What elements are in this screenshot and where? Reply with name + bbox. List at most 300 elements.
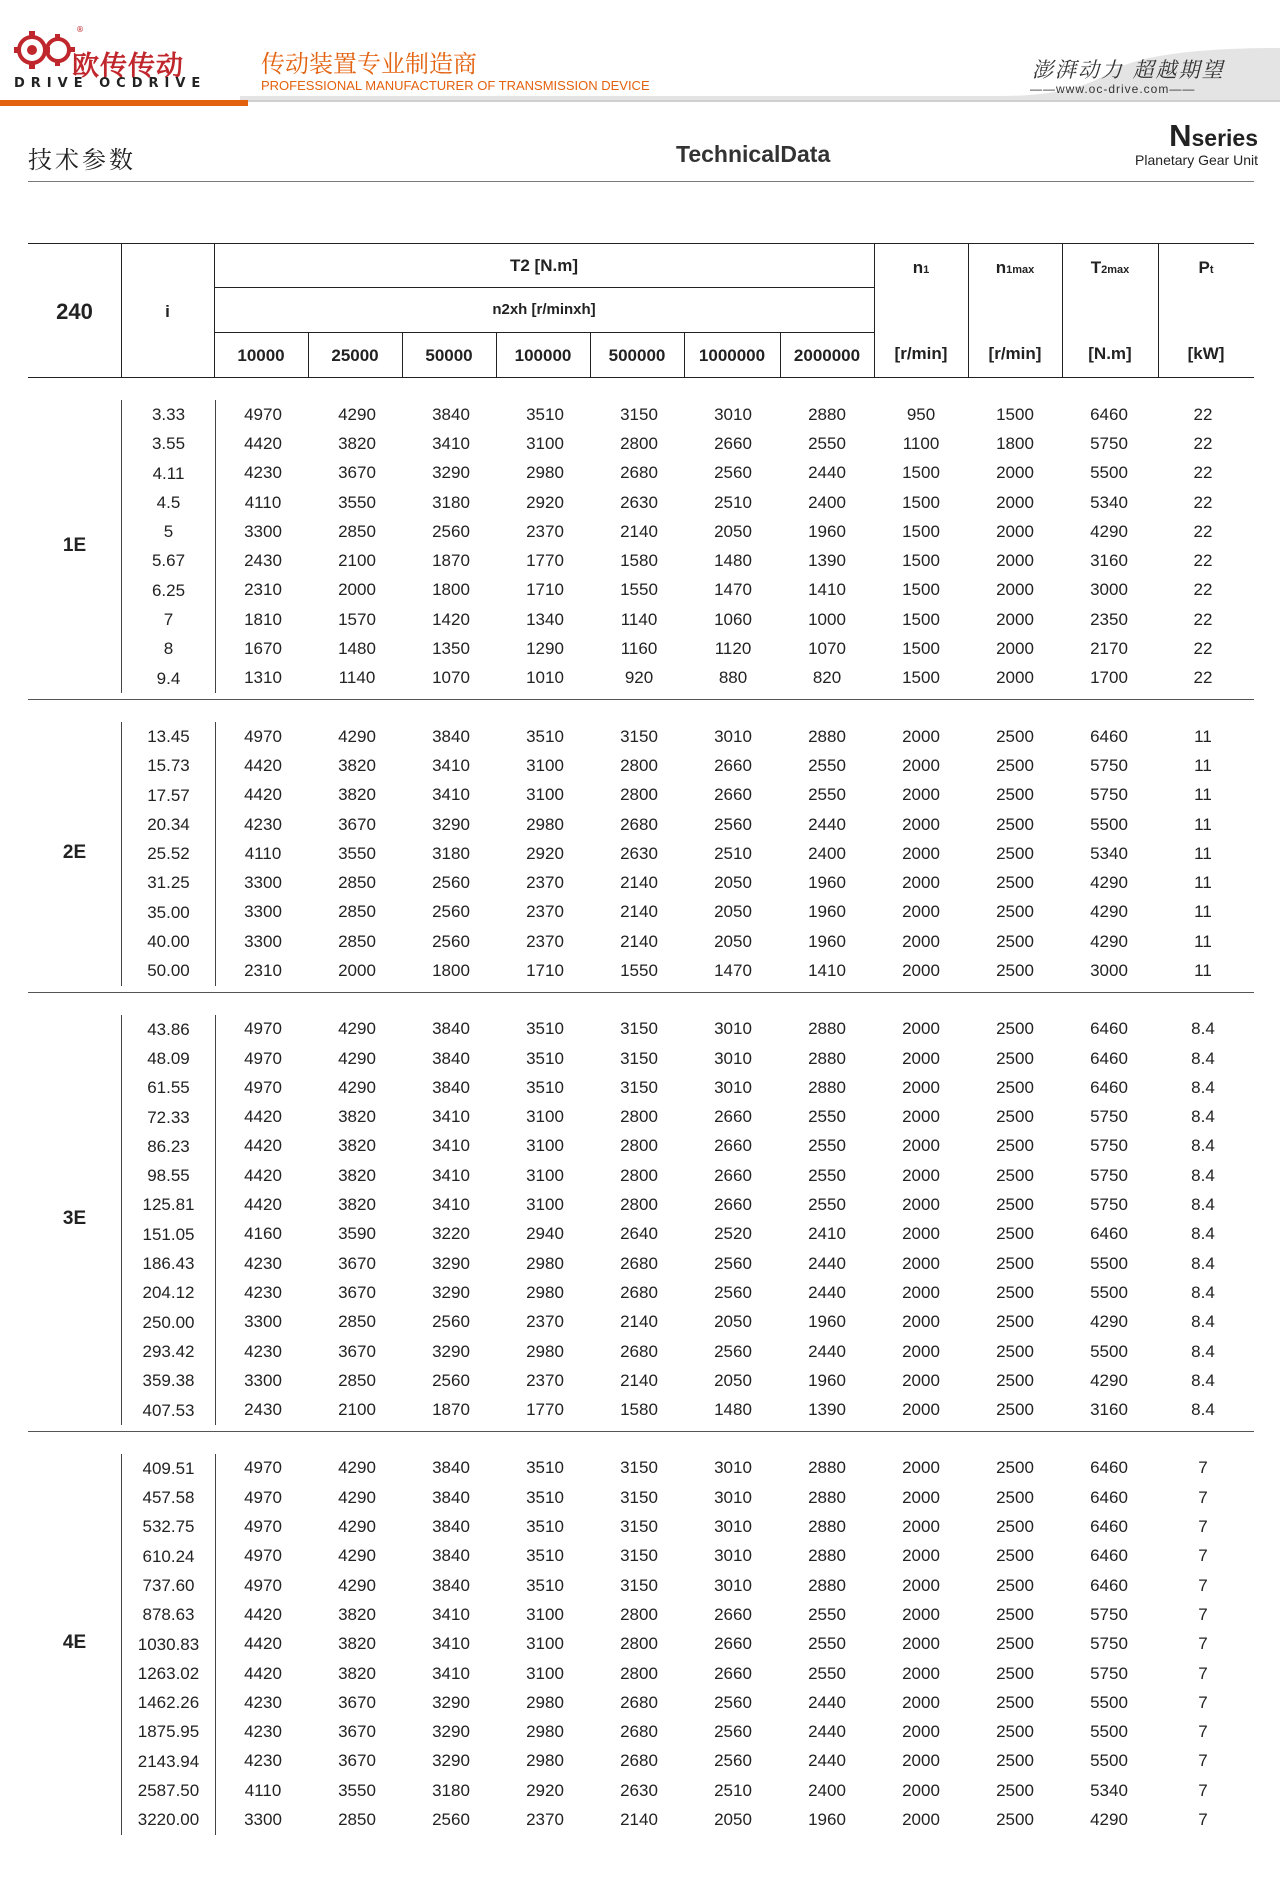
value-cell: 2440 xyxy=(808,1751,846,1771)
value-cell: 3150 xyxy=(620,1575,658,1595)
value-cell: 2560 xyxy=(714,1751,752,1771)
value-cell: 2000 xyxy=(902,1634,940,1654)
value-cell: 2000 xyxy=(996,609,1034,629)
value-cell: 5340 xyxy=(1090,843,1128,863)
value-cell: 3840 xyxy=(432,1517,470,1537)
value-cell: 3150 xyxy=(620,1458,658,1478)
value-cell: 4160 xyxy=(244,1224,282,1244)
value-cell: 4970 xyxy=(244,1458,282,1478)
value-cell: 2630 xyxy=(620,492,658,512)
value-cell: 2000 xyxy=(902,1048,940,1068)
value-cell: 3840 xyxy=(432,1487,470,1507)
value-cell: 4970 xyxy=(244,1048,282,1068)
value-cell: 1160 xyxy=(620,639,658,659)
value-cell: 1480 xyxy=(714,551,752,571)
value-cell: 4290 xyxy=(338,1048,376,1068)
value-cell: 2880 xyxy=(808,1458,846,1478)
ratio-cell: 359.38 xyxy=(122,1366,216,1395)
value-cell: 5750 xyxy=(1090,1634,1128,1654)
value-cell: 3820 xyxy=(338,1195,376,1215)
value-cell: 3840 xyxy=(432,404,470,424)
value-cell: 2550 xyxy=(808,1195,846,1215)
value-cell: 4420 xyxy=(244,1663,282,1683)
value-cell: 2410 xyxy=(808,1224,846,1244)
value-cell: 2550 xyxy=(808,1165,846,1185)
value-cell: 3840 xyxy=(432,1458,470,1478)
value-cell: 2680 xyxy=(620,1751,658,1771)
table-row xyxy=(122,839,1254,868)
value-cell: 3410 xyxy=(432,1136,470,1156)
value-cell: 2500 xyxy=(996,1312,1034,1332)
value-cell: 2000 xyxy=(902,1107,940,1127)
value-cell: 3290 xyxy=(432,1722,470,1742)
value-cell: 3410 xyxy=(432,1165,470,1185)
value-cell: 2880 xyxy=(808,1077,846,1097)
ratio-cell: 15.73 xyxy=(122,751,216,780)
slogan: 澎湃动力 超越期望 xyxy=(1032,58,1225,82)
value-cell: 1800 xyxy=(996,433,1034,453)
value-cell: 2140 xyxy=(620,521,658,541)
stage-group-4e xyxy=(28,1432,1254,1841)
value-cell: 1070 xyxy=(432,668,470,688)
value-cell: 1960 xyxy=(808,873,846,893)
value-cell: 3010 xyxy=(714,1077,752,1097)
value-cell: 1290 xyxy=(526,639,564,659)
value-cell: 1960 xyxy=(808,931,846,951)
value-cell: 2920 xyxy=(526,843,564,863)
value-cell: 3290 xyxy=(432,814,470,834)
value-cell: 4290 xyxy=(338,1458,376,1478)
value-cell: 2440 xyxy=(808,1722,846,1742)
value-cell: 11 xyxy=(1194,873,1212,893)
value-cell: 11 xyxy=(1194,843,1212,863)
value-cell: 7 xyxy=(1198,1751,1208,1771)
ratio-cell: 4.5 xyxy=(122,488,216,517)
value-cell: 2940 xyxy=(526,1224,564,1244)
value-cell: 3150 xyxy=(620,404,658,424)
value-cell: 3670 xyxy=(338,1253,376,1273)
value-cell: 2400 xyxy=(808,1780,846,1800)
table-row xyxy=(122,1278,1254,1307)
value-cell: 3820 xyxy=(338,1107,376,1127)
value-cell: 4230 xyxy=(244,1341,282,1361)
value-cell: 3100 xyxy=(526,1195,564,1215)
value-cell: 11 xyxy=(1194,902,1212,922)
value-cell: 6460 xyxy=(1090,1517,1128,1537)
value-cell: 3300 xyxy=(244,1312,282,1332)
table-row xyxy=(122,1571,1254,1600)
value-cell: 3670 xyxy=(338,1722,376,1742)
value-cell: 2170 xyxy=(1090,639,1128,659)
table-row xyxy=(122,1220,1254,1249)
table-row xyxy=(122,781,1254,810)
value-cell: 2560 xyxy=(432,1810,470,1829)
value-cell: 8.4 xyxy=(1191,1341,1215,1361)
value-cell: 1480 xyxy=(714,1400,752,1420)
value-cell: 2980 xyxy=(526,463,564,483)
value-cell: 1500 xyxy=(902,492,940,512)
value-cell: 2880 xyxy=(808,1019,846,1039)
value-cell: 2140 xyxy=(620,1810,658,1829)
ratio-cell: 1462.26 xyxy=(122,1688,216,1717)
value-cell: 2800 xyxy=(620,1136,658,1156)
value-cell: 2000 xyxy=(996,580,1034,600)
value-cell: 2000 xyxy=(902,755,940,775)
value-cell: 2550 xyxy=(808,1634,846,1654)
ratio-cell: 737.60 xyxy=(122,1571,216,1600)
n2xh-col-6: 1000000 xyxy=(698,346,766,365)
value-cell: 3410 xyxy=(432,1634,470,1654)
ratio-cell: 13.45 xyxy=(122,722,216,751)
website-link[interactable]: ——www.oc-drive.com—— xyxy=(1030,82,1196,96)
table-row xyxy=(122,1396,1254,1425)
value-cell: 2500 xyxy=(996,1400,1034,1420)
value-cell: 4110 xyxy=(244,492,282,512)
ratio-cell: 610.24 xyxy=(122,1542,216,1571)
value-cell: 2500 xyxy=(996,1048,1034,1068)
value-cell: 4290 xyxy=(338,1546,376,1566)
value-cell: 3510 xyxy=(526,1517,564,1537)
value-cell: 3410 xyxy=(432,433,470,453)
value-cell: 2000 xyxy=(902,1722,940,1742)
value-cell: 7 xyxy=(1198,1780,1208,1800)
value-cell: 2680 xyxy=(620,1253,658,1273)
value-cell: 1960 xyxy=(808,1312,846,1332)
value-cell: 2050 xyxy=(714,1312,752,1332)
value-cell: 4970 xyxy=(244,1517,282,1537)
table-row xyxy=(122,1073,1254,1102)
value-cell: 4970 xyxy=(244,1575,282,1595)
value-cell: 2560 xyxy=(714,1282,752,1302)
value-cell: 4970 xyxy=(244,1077,282,1097)
value-cell: 2510 xyxy=(714,843,752,863)
n2xh-col-3: 50000 xyxy=(425,346,473,365)
value-cell: 2560 xyxy=(714,463,752,483)
ratio-cell: 4.11 xyxy=(122,459,216,488)
ratio-cell: 17.57 xyxy=(122,781,216,810)
value-cell: 2000 xyxy=(902,1077,940,1097)
value-cell: 2560 xyxy=(714,1722,752,1742)
value-cell: 2550 xyxy=(808,1604,846,1624)
ratio-cell: 3.55 xyxy=(122,429,216,458)
value-cell: 2500 xyxy=(996,1195,1034,1215)
value-cell: 4970 xyxy=(244,1487,282,1507)
value-cell: 2000 xyxy=(902,931,940,951)
value-cell: 1390 xyxy=(808,1400,846,1420)
value-cell: 2800 xyxy=(620,785,658,805)
value-cell: 2000 xyxy=(902,960,940,980)
value-cell: 2510 xyxy=(714,1780,752,1800)
value-cell: 4290 xyxy=(1090,902,1128,922)
value-cell: 22 xyxy=(1193,551,1213,571)
value-cell: 5750 xyxy=(1090,755,1128,775)
value-cell: 2560 xyxy=(432,931,470,951)
value-cell: 5340 xyxy=(1090,492,1128,512)
value-cell: 2680 xyxy=(620,814,658,834)
value-cell: 2050 xyxy=(714,1370,752,1390)
value-cell: 3180 xyxy=(432,843,470,863)
value-cell: 4420 xyxy=(244,1165,282,1185)
value-cell: 1700 xyxy=(1090,668,1128,688)
value-cell: 11 xyxy=(1194,726,1212,746)
value-cell: 3410 xyxy=(432,1195,470,1215)
value-cell: 2800 xyxy=(620,1604,658,1624)
ratio-cell: 43.86 xyxy=(122,1015,216,1044)
value-cell: 2430 xyxy=(244,551,282,571)
table-row xyxy=(122,1805,1254,1834)
value-cell: 1580 xyxy=(620,551,658,571)
value-cell: 2500 xyxy=(996,1722,1034,1742)
ratio-cell: 878.63 xyxy=(122,1600,216,1629)
value-cell: 1140 xyxy=(620,609,658,629)
value-cell: 6460 xyxy=(1090,1546,1128,1566)
t2max-header: T2max xyxy=(1090,258,1130,277)
t2max-unit: [N.m] xyxy=(1088,344,1132,363)
value-cell: 1500 xyxy=(902,668,940,688)
table-row xyxy=(122,898,1254,927)
value-cell: 22 xyxy=(1193,492,1213,512)
value-cell: 2310 xyxy=(244,960,282,980)
value-cell: 3820 xyxy=(338,1663,376,1683)
value-cell: 3820 xyxy=(338,785,376,805)
value-cell: 3010 xyxy=(714,1048,752,1068)
value-cell: 7 xyxy=(1198,1634,1208,1654)
value-cell: 6460 xyxy=(1090,1048,1128,1068)
value-cell: 2050 xyxy=(714,931,752,951)
value-cell: 2500 xyxy=(996,1810,1034,1829)
value-cell: 4420 xyxy=(244,1634,282,1654)
value-cell: 2050 xyxy=(714,521,752,541)
table-row xyxy=(122,1366,1254,1395)
value-cell: 2550 xyxy=(808,1107,846,1127)
value-cell: 2000 xyxy=(902,1810,940,1829)
value-cell: 2000 xyxy=(902,1282,940,1302)
t2-header: T2 [N.m] xyxy=(510,256,578,275)
value-cell: 2850 xyxy=(338,1312,376,1332)
value-cell: 2500 xyxy=(996,960,1034,980)
value-cell: 3300 xyxy=(244,1810,282,1829)
value-cell: 8.4 xyxy=(1191,1282,1215,1302)
value-cell: 3150 xyxy=(620,1546,658,1566)
value-cell: 1500 xyxy=(902,463,940,483)
value-cell: 3100 xyxy=(526,1107,564,1127)
value-cell: 2140 xyxy=(620,931,658,951)
value-cell: 2440 xyxy=(808,463,846,483)
value-cell: 5500 xyxy=(1090,1751,1128,1771)
table-row xyxy=(122,956,1254,985)
table-row xyxy=(122,400,1254,429)
value-cell: 2850 xyxy=(338,931,376,951)
value-cell: 2660 xyxy=(714,1195,752,1215)
value-cell: 1310 xyxy=(244,668,282,688)
value-cell: 1710 xyxy=(526,580,564,600)
value-cell: 2440 xyxy=(808,814,846,834)
n1-unit: [r/min] xyxy=(894,344,948,363)
value-cell: 4290 xyxy=(338,1019,376,1039)
value-cell: 3220 xyxy=(432,1224,470,1244)
value-cell: 4290 xyxy=(1090,521,1128,541)
value-cell: 5750 xyxy=(1090,1604,1128,1624)
ratio-cell: 20.34 xyxy=(122,810,216,839)
value-cell: 3100 xyxy=(526,1604,564,1624)
value-cell: 4420 xyxy=(244,785,282,805)
ratio-cell: 61.55 xyxy=(122,1073,216,1102)
value-cell: 1350 xyxy=(432,639,470,659)
tagline-en: PROFESSIONAL MANUFACTURER OF TRANSMISSION DEVICE xyxy=(261,78,650,93)
value-cell: 1960 xyxy=(808,1370,846,1390)
value-cell: 3000 xyxy=(1090,960,1128,980)
value-cell: 1550 xyxy=(620,580,658,600)
value-cell: 2370 xyxy=(526,521,564,541)
value-cell: 22 xyxy=(1193,609,1213,629)
table-row xyxy=(122,605,1254,634)
value-cell: 3100 xyxy=(526,433,564,453)
ratio-cell: 125.81 xyxy=(122,1190,216,1219)
value-cell: 2050 xyxy=(714,873,752,893)
value-cell: 22 xyxy=(1193,580,1213,600)
value-cell: 4290 xyxy=(338,1077,376,1097)
value-cell: 1810 xyxy=(244,609,282,629)
ratio-cell: 1263.02 xyxy=(122,1659,216,1688)
value-cell: 11 xyxy=(1194,931,1212,951)
value-cell: 3510 xyxy=(526,1546,564,1566)
value-cell: 5500 xyxy=(1090,1722,1128,1742)
value-cell: 2000 xyxy=(902,1575,940,1595)
value-cell: 2920 xyxy=(526,492,564,512)
value-cell: 7 xyxy=(1198,1604,1208,1624)
value-cell: 3840 xyxy=(432,1019,470,1039)
table-row xyxy=(122,1190,1254,1219)
ratio-cell: 407.53 xyxy=(122,1396,216,1425)
value-cell: 11 xyxy=(1194,960,1212,980)
table-row xyxy=(122,1161,1254,1190)
value-cell: 4420 xyxy=(244,1195,282,1215)
value-cell: 2500 xyxy=(996,1019,1034,1039)
table-row xyxy=(122,546,1254,575)
ratio-cell: 35.00 xyxy=(122,898,216,927)
value-cell: 2370 xyxy=(526,1810,564,1829)
value-cell: 3510 xyxy=(526,1487,564,1507)
value-cell: 2500 xyxy=(996,1604,1034,1624)
value-cell: 4290 xyxy=(338,1487,376,1507)
table-row xyxy=(122,1512,1254,1541)
value-cell: 2660 xyxy=(714,1107,752,1127)
table-row xyxy=(122,1132,1254,1161)
table-body xyxy=(28,378,1254,1841)
value-cell: 2000 xyxy=(902,1019,940,1039)
ratio-cell: 9.4 xyxy=(122,664,216,693)
title-divider xyxy=(28,181,1254,182)
value-cell: 1960 xyxy=(808,521,846,541)
value-cell: 5750 xyxy=(1090,433,1128,453)
value-cell: 2560 xyxy=(432,1370,470,1390)
value-cell: 2050 xyxy=(714,1810,752,1829)
value-cell: 3670 xyxy=(338,1692,376,1712)
value-cell: 2000 xyxy=(902,1604,940,1624)
value-cell: 4970 xyxy=(244,1546,282,1566)
value-cell: 4420 xyxy=(244,1604,282,1624)
value-cell: 2880 xyxy=(808,1048,846,1068)
ratio-cell: 250.00 xyxy=(122,1308,216,1337)
value-cell: 3510 xyxy=(526,1458,564,1478)
value-cell: 4970 xyxy=(244,1019,282,1039)
value-cell: 8.4 xyxy=(1191,1048,1215,1068)
ratio-cell: 3220.00 xyxy=(122,1805,216,1834)
table-row xyxy=(122,1542,1254,1571)
table-row xyxy=(122,1717,1254,1746)
value-cell: 5750 xyxy=(1090,1107,1128,1127)
value-cell: 6460 xyxy=(1090,1019,1128,1039)
value-cell: 1140 xyxy=(338,668,376,688)
value-cell: 3300 xyxy=(244,902,282,922)
value-cell: 2560 xyxy=(432,873,470,893)
value-cell: 6460 xyxy=(1090,1487,1128,1507)
value-cell: 3820 xyxy=(338,1165,376,1185)
value-cell: 2660 xyxy=(714,1604,752,1624)
value-cell: 1960 xyxy=(808,1810,846,1829)
value-cell: 2850 xyxy=(338,521,376,541)
value-cell: 3010 xyxy=(714,1575,752,1595)
value-cell: 8.4 xyxy=(1191,1019,1215,1039)
n2xh-col-2: 25000 xyxy=(331,346,379,365)
value-cell: 2680 xyxy=(620,463,658,483)
value-cell: 7 xyxy=(1198,1517,1208,1537)
value-cell: 5340 xyxy=(1090,1780,1128,1800)
value-cell: 2140 xyxy=(620,1370,658,1390)
value-cell: 4230 xyxy=(244,1282,282,1302)
value-cell: 2500 xyxy=(996,1458,1034,1478)
value-cell: 1500 xyxy=(902,521,940,541)
n2xh-header: n2xh [r/minxh] xyxy=(492,301,596,318)
value-cell: 8.4 xyxy=(1191,1400,1215,1420)
value-cell: 2850 xyxy=(338,1810,376,1829)
value-cell: 2500 xyxy=(996,1751,1034,1771)
value-cell: 3010 xyxy=(714,726,752,746)
table-row xyxy=(122,1483,1254,1512)
value-cell: 2400 xyxy=(808,843,846,863)
value-cell: 3150 xyxy=(620,1048,658,1068)
value-cell: 2440 xyxy=(808,1692,846,1712)
value-cell: 2800 xyxy=(620,1195,658,1215)
value-cell: 1580 xyxy=(620,1400,658,1420)
value-cell: 2000 xyxy=(902,726,940,746)
value-cell: 1770 xyxy=(526,551,564,571)
value-cell: 2440 xyxy=(808,1282,846,1302)
ratio-cell: 8 xyxy=(122,634,216,663)
stage-label: 3E xyxy=(62,1207,87,1229)
n2xh-col-7: 2000000 xyxy=(793,346,861,365)
value-cell: 2500 xyxy=(996,726,1034,746)
value-cell: 4230 xyxy=(244,1751,282,1771)
pt-unit: [kW] xyxy=(1187,344,1225,363)
value-cell: 3590 xyxy=(338,1224,376,1244)
value-cell: 3550 xyxy=(338,492,376,512)
value-cell: 4290 xyxy=(1090,873,1128,893)
value-cell: 2500 xyxy=(996,1370,1034,1390)
table-row xyxy=(122,429,1254,458)
table-row xyxy=(122,517,1254,546)
value-cell: 8.4 xyxy=(1191,1253,1215,1273)
value-cell: 1710 xyxy=(526,960,564,980)
value-cell: 7 xyxy=(1198,1575,1208,1595)
value-cell: 5750 xyxy=(1090,1663,1128,1683)
value-cell: 5500 xyxy=(1090,1692,1128,1712)
value-cell: 1000 xyxy=(808,609,846,629)
value-cell: 2430 xyxy=(244,1400,282,1420)
value-cell: 3410 xyxy=(432,1604,470,1624)
value-cell: 6460 xyxy=(1090,726,1128,746)
value-cell: 2500 xyxy=(996,1487,1034,1507)
